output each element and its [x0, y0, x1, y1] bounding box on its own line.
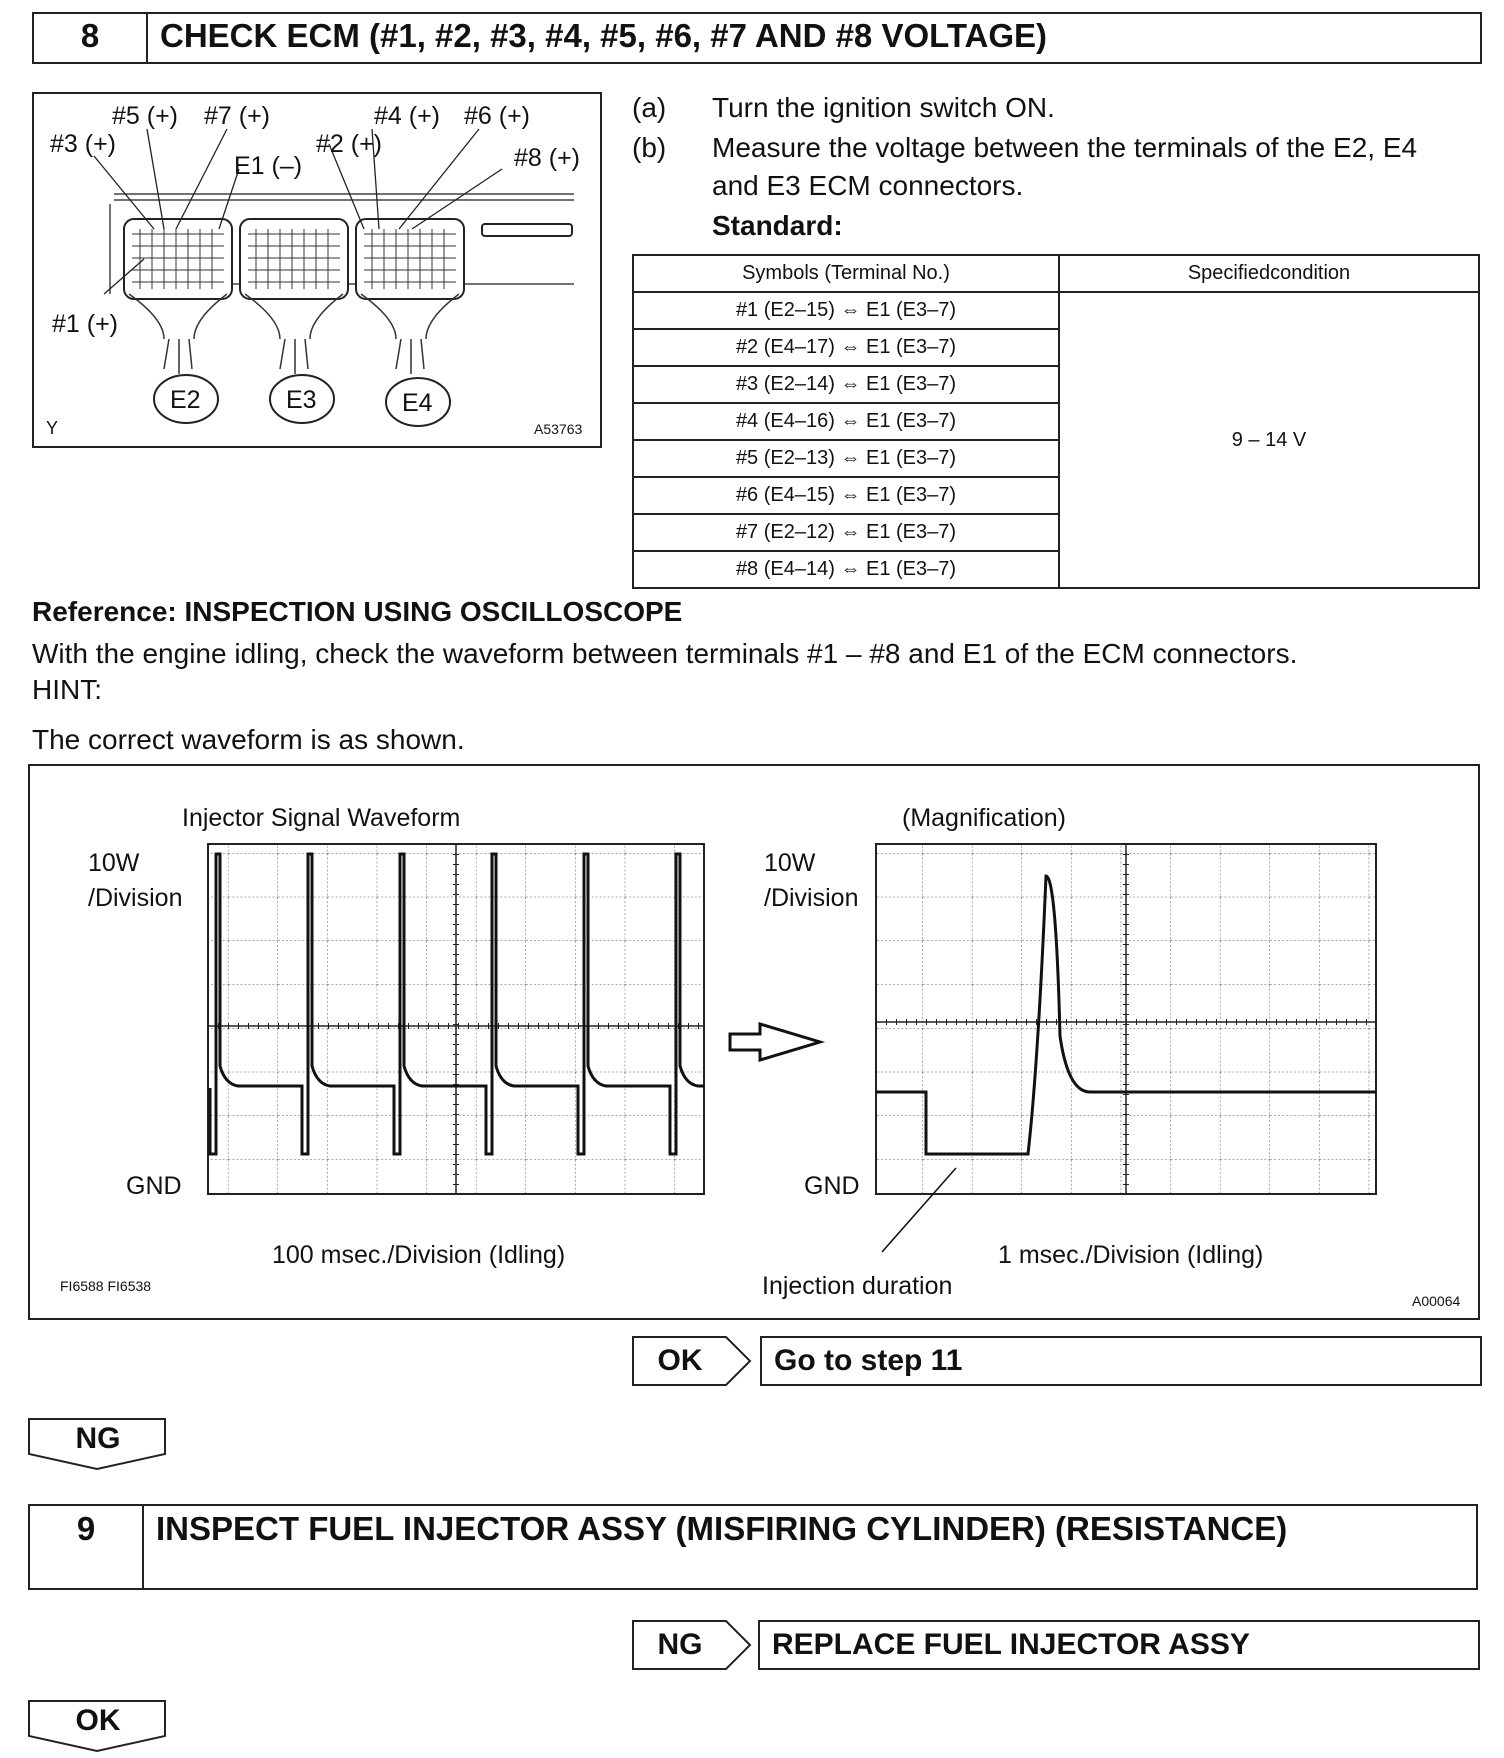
ng-tag-label: NG [657, 1628, 703, 1661]
instruction-b-marker: (b) [632, 132, 667, 163]
left-volt-div-2: /Division [88, 884, 183, 912]
instruction-b-text-1: Measure the voltage between the terminals of the E2, E4 [712, 132, 1418, 163]
hint-label: HINT: [32, 674, 102, 705]
terminal-cell: #4 (E4–16) ⇔ E1 (E3–7) [633, 403, 1059, 440]
label-p1: #1 (+) [52, 310, 119, 338]
ng-tag-label: NG [75, 1422, 121, 1455]
terminal-cell: #3 (E2–14) ⇔ E1 (E3–7) [633, 366, 1059, 403]
corner-letter: Y [46, 418, 59, 438]
ok-tag-2 [28, 1700, 168, 1752]
injection-duration-label: Injection duration [762, 1272, 953, 1300]
result-go-to-step-11 [760, 1336, 1482, 1386]
instruction-b-text-2: and E3 ECM connectors. [712, 170, 1024, 201]
reference-heading: Reference: INSPECTION USING OSCILLOSCOPE [32, 596, 683, 627]
reference-line-2: The correct waveform is as shown. [32, 724, 465, 755]
table-header-row [633, 255, 1479, 292]
connector-e2-label: E2 [170, 386, 201, 414]
terminal-cell: #8 (E4–14) ⇔ E1 (E3–7) [633, 551, 1059, 588]
table-header: Symbols (Terminal No.) [633, 255, 1059, 292]
right-time-label: 1 msec./Division (Idling) [998, 1241, 1264, 1269]
left-time-label: 100 msec./Division (Idling) [272, 1241, 566, 1269]
terminal-cell: #5 (E2–13) ⇔ E1 (E3–7) [633, 440, 1059, 477]
connector-figure [32, 92, 602, 448]
waveform-code-right: A00064 [1412, 1293, 1461, 1309]
ng-tag-1 [28, 1418, 168, 1470]
waveform-code-left: FI6588 FI6538 [60, 1278, 152, 1294]
left-waveform-title: Injector Signal Waveform [182, 804, 461, 832]
table-header: Specifiedcondition [1059, 255, 1479, 292]
terminal-cell: #6 (E4–15) ⇔ E1 (E3–7) [633, 477, 1059, 514]
right-volt-div-1: 10W [764, 849, 816, 877]
ok-tag-label: OK [75, 1704, 121, 1737]
label-p3: #3 (+) [50, 130, 117, 158]
terminal-cell: #2 (E4–17) ⇔ E1 (E3–7) [633, 329, 1059, 366]
terminal-cell: #7 (E2–12) ⇔ E1 (E3–7) [633, 514, 1059, 551]
label-p7: #7 (+) [204, 102, 271, 130]
label-e1: E1 (–) [234, 152, 303, 180]
step-9-header [28, 1504, 1478, 1590]
ok-tag-label: OK [657, 1344, 703, 1377]
label-p2: #2 (+) [316, 130, 383, 158]
condition-cell: 9 – 14 V [1059, 292, 1479, 588]
waveform-diagram [30, 766, 1478, 1318]
terminal-cell: #1 (E2–15) ⇔ E1 (E3–7) [633, 292, 1059, 329]
step-title: CHECK ECM (#1, #2, #3, #4, #5, #6, #7 AND #8 VOLTAGE) [160, 17, 1048, 54]
instruction-a-text: Turn the ignition switch ON. [712, 92, 1055, 123]
step-number: 9 [30, 1506, 144, 1588]
result-replace-injector [758, 1620, 1480, 1670]
result-text: REPLACE FUEL INJECTOR ASSY [772, 1628, 1250, 1661]
waveform-figure [28, 764, 1480, 1320]
connector-e3-label: E3 [286, 386, 317, 414]
label-p6: #6 (+) [464, 102, 531, 130]
ng-tag-2 [632, 1620, 752, 1670]
instruction-a-marker: (a) [632, 92, 667, 123]
label-p5: #5 (+) [112, 102, 179, 130]
step-title: INSPECT FUEL INJECTOR ASSY (MISFIRING CYLINDER) (RESISTANCE) [156, 1510, 1288, 1547]
figure-code: A53763 [534, 421, 583, 437]
standard-label: Standard: [712, 210, 843, 241]
standard-table [632, 254, 1480, 589]
connector-e4-label: E4 [402, 389, 433, 417]
connector-diagram [34, 94, 600, 446]
right-waveform-title: (Magnification) [902, 804, 1066, 832]
ok-tag-1 [632, 1336, 752, 1386]
step-8-header [32, 12, 1482, 64]
label-p8: #8 (+) [514, 144, 581, 172]
right-volt-div-2: /Division [764, 884, 859, 912]
step-number: 8 [34, 14, 148, 62]
right-gnd-label: GND [804, 1172, 860, 1200]
left-gnd-label: GND [126, 1172, 182, 1200]
left-volt-div-1: 10W [88, 849, 140, 877]
label-p4: #4 (+) [374, 102, 441, 130]
result-text: Go to step 11 [774, 1344, 963, 1377]
table-row [633, 292, 1479, 329]
reference-line-1: With the engine idling, check the waveform between terminals #1 – #8 and E1 of the ECM connectors. [32, 638, 1298, 669]
